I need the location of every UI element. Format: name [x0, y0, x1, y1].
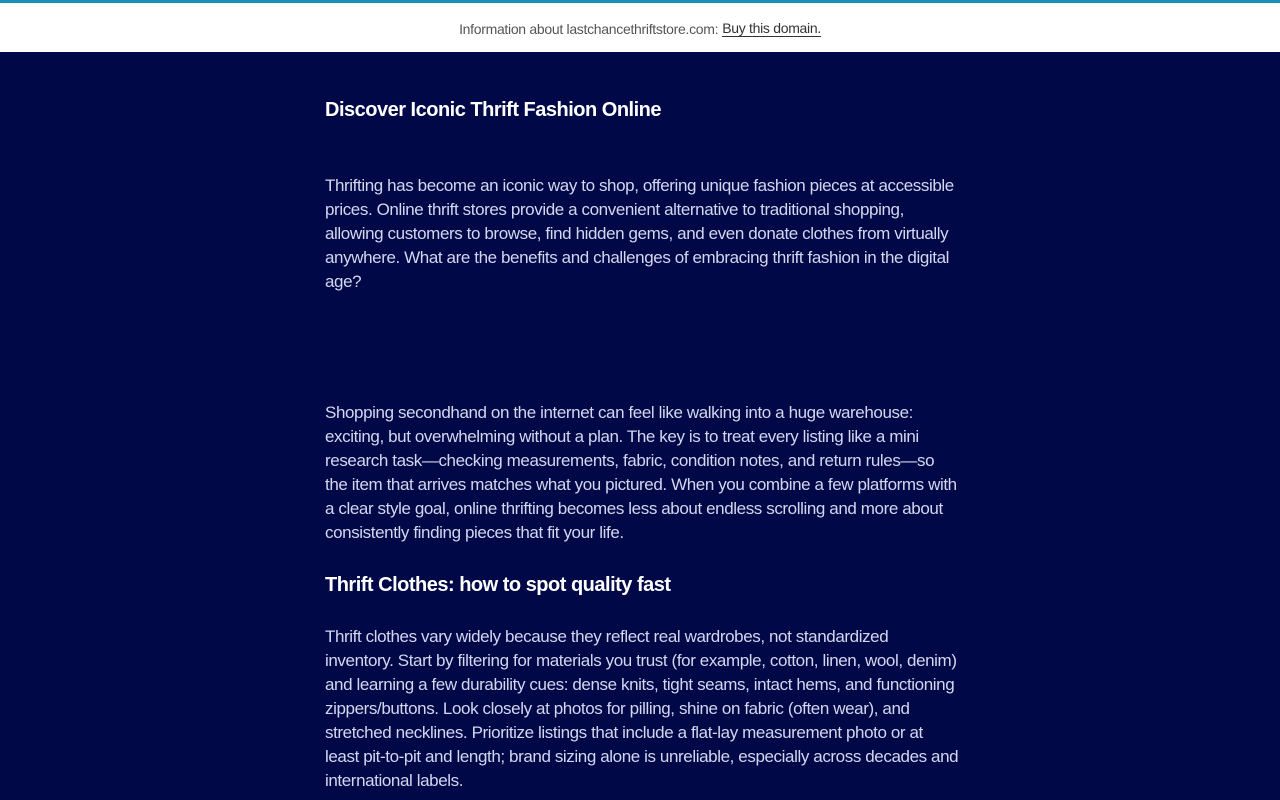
body-paragraph-3: Thrift clothes vary widely because they reflect real wardrobes, not standardized inventory. Start by filtering for materials you trust (for example, cotton, linen, wool, denim) and learning a few durability cues: dense knits, tight seams, intact hems, and functioning zippers/buttons. Look closely at photos for pilling, shine on fabric (often wear), and stretched necklines. Prioritize listings that include a flat-lay measurement photo or at least pit-to-pit and length; brand sizing alone is unreliable, especially across decades and international labels.: [325, 627, 959, 790]
intro-paragraph: Thrifting has become an iconic way to shop, offering unique fashion pieces at accessible prices. Online thrift stores provide a convenient alternative to traditional shopping, allowing customers to browse, find hidden gems, and even donate clothes from virtually anywhere. What are the benefits and challenges of embracing thrift fashion in the digital age?: [325, 176, 954, 291]
section-heading-thrift-clothes: Thrift Clothes: how to spot quality fast: [325, 574, 671, 596]
body-paragraph-2: Shopping secondhand on the internet can feel like walking into a huge warehouse: exciting, but overwhelming without a plan. The key is to treat every listing like a mini research task—checking measurements, fabric, condition notes, and return rules—so the item that arrives matches what you pictured. When you combine a few platforms with a clear style goal, online thrifting becomes less about endless scrolling and more about consistently finding pieces that fit your life.: [325, 403, 957, 542]
buy-domain-link[interactable]: Buy this domain.: [722, 20, 821, 36]
domain-info-text: Information about lastchancethriftstore.com:: [459, 20, 719, 37]
article-title: Discover Iconic Thrift Fashion Online: [325, 99, 662, 121]
domain-info-banner: [0, 3, 1280, 52]
article-content: [325, 52, 960, 793]
